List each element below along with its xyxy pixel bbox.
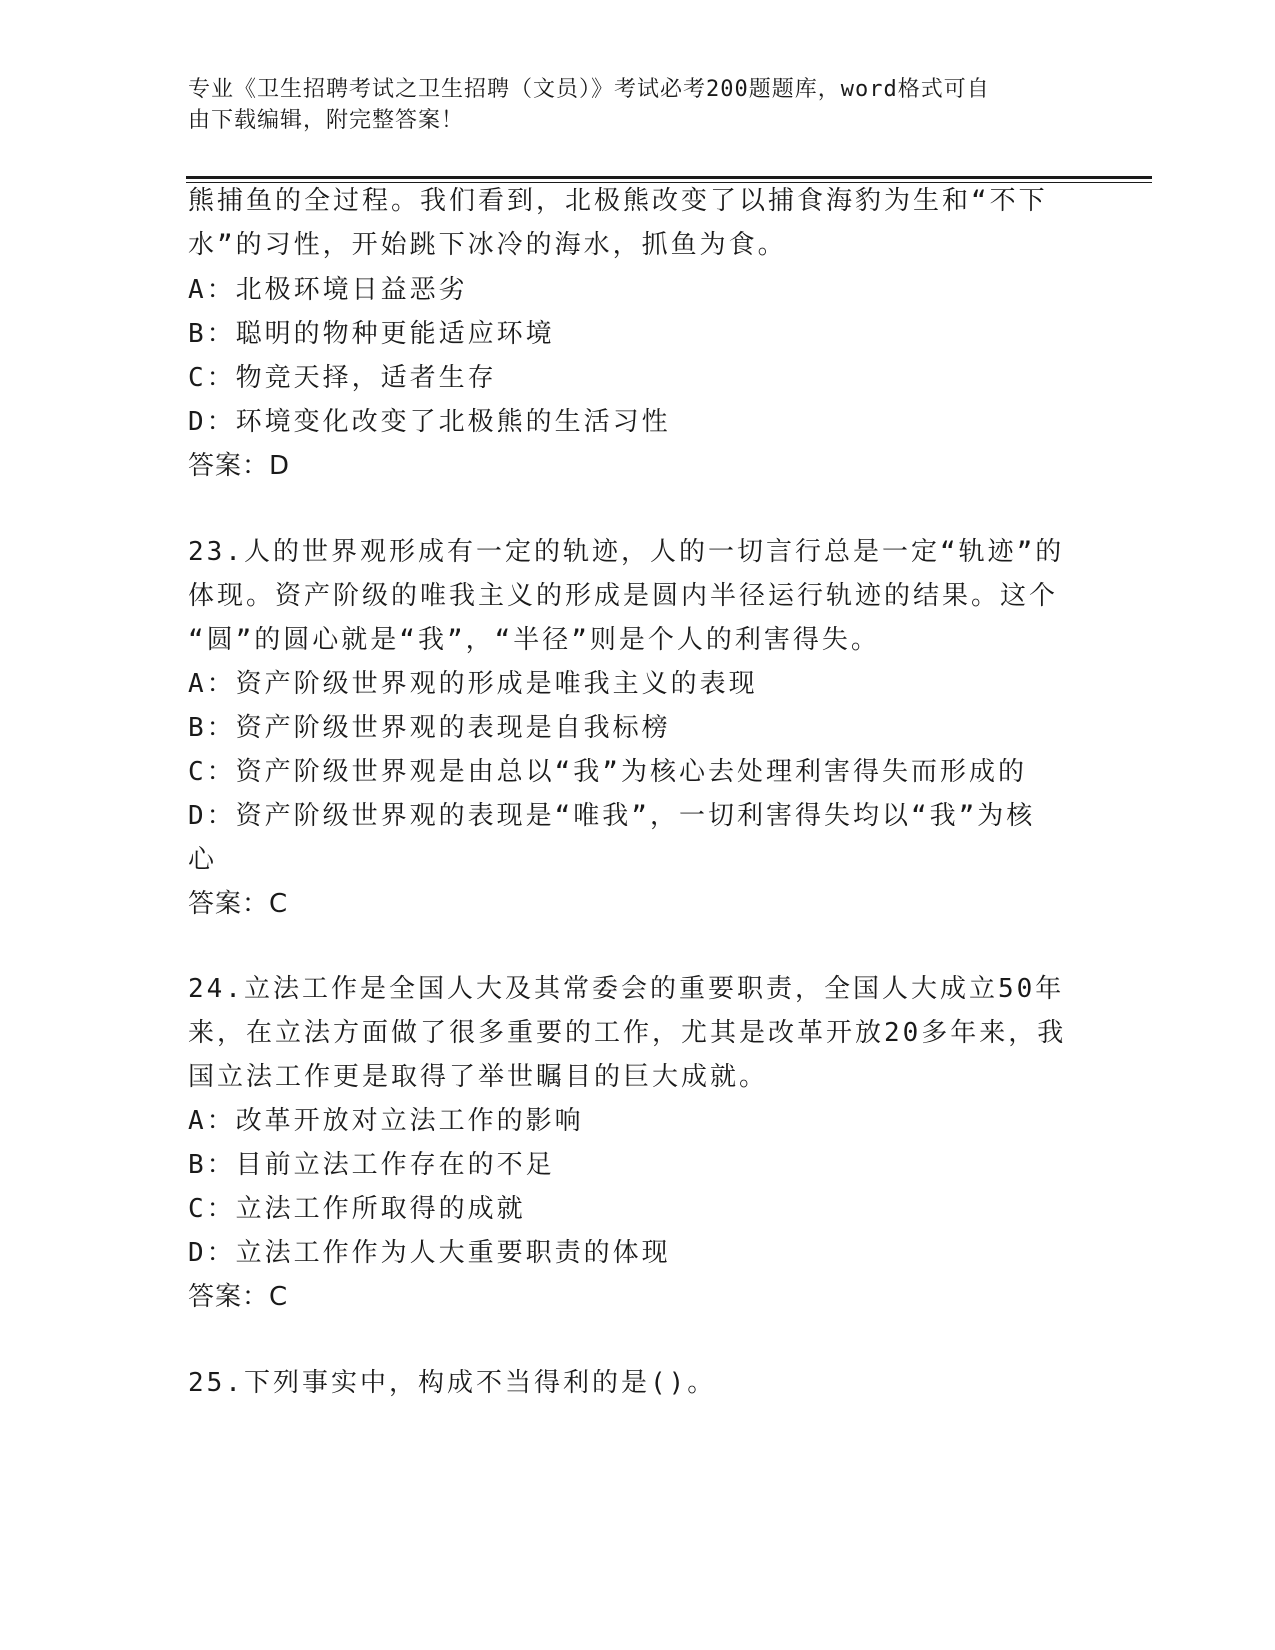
answer-label: 答案：D (188, 451, 291, 481)
option-d-continued: 心 (188, 845, 218, 875)
header-divider-thin (186, 182, 1152, 183)
option-d: D：资产阶级世界观的表现是“唯我”，一切利害得失均以“我”为核 (188, 801, 1036, 831)
option-a: A：北极环境日益恶劣 (188, 275, 468, 305)
option-b: B：目前立法工作存在的不足 (188, 1150, 555, 1180)
header-divider-thick (186, 176, 1152, 179)
question-text-line: 熊捕鱼的全过程。我们看到，北极熊改变了以捕食海豹为生和“不下 (188, 186, 1048, 216)
question-text-line: 24.立法工作是全国人大及其常委会的重要职责，全国人大成立50年 (188, 974, 1065, 1004)
option-c: C：资产阶级世界观是由总以“我”为核心去处理利害得失而形成的 (188, 757, 1027, 787)
option-d: D：立法工作作为人大重要职责的体现 (188, 1238, 671, 1268)
option-c: C：物竞天择，适者生存 (188, 363, 497, 393)
option-c: C：立法工作所取得的成就 (188, 1194, 526, 1224)
option-b: B：聪明的物种更能适应环境 (188, 319, 555, 349)
header-line-1: 专业《卫生招聘考试之卫生招聘（文员）》考试必考200题题库，word格式可自 (188, 77, 990, 102)
option-b: B：资产阶级世界观的表现是自我标榜 (188, 713, 671, 743)
answer-label: 答案：C (188, 889, 289, 919)
question-text-line: 来，在立法方面做了很多重要的工作，尤其是改革开放20多年来，我 (188, 1018, 1067, 1048)
document-header (188, 74, 1088, 136)
option-a: A：改革开放对立法工作的影响 (188, 1106, 584, 1136)
question-text-line: “圆”的圆心就是“我”，“半径”则是个人的利害得失。 (188, 625, 880, 655)
option-a: A：资产阶级世界观的形成是唯我主义的表现 (188, 669, 758, 699)
header-line-2: 由下载编辑，附完整答案！ (188, 108, 465, 133)
option-d: D：环境变化改变了北极熊的生活习性 (188, 407, 671, 437)
answer-label: 答案：C (188, 1282, 289, 1312)
question-text-line: 水”的习性，开始跳下冰冷的海水，抓鱼为食。 (188, 230, 787, 260)
question-text-line: 体现。资产阶级的唯我主义的形成是圆内半径运行轨迹的结果。这个 (188, 581, 1059, 611)
question-text-line: 23.人的世界观形成有一定的轨迹，人的一切言行总是一定“轨迹”的 (188, 537, 1065, 567)
question-text-line: 国立法工作更是取得了举世瞩目的巨大成就。 (188, 1062, 769, 1092)
question-text-line: 25.下列事实中，构成不当得利的是()。 (188, 1368, 717, 1398)
